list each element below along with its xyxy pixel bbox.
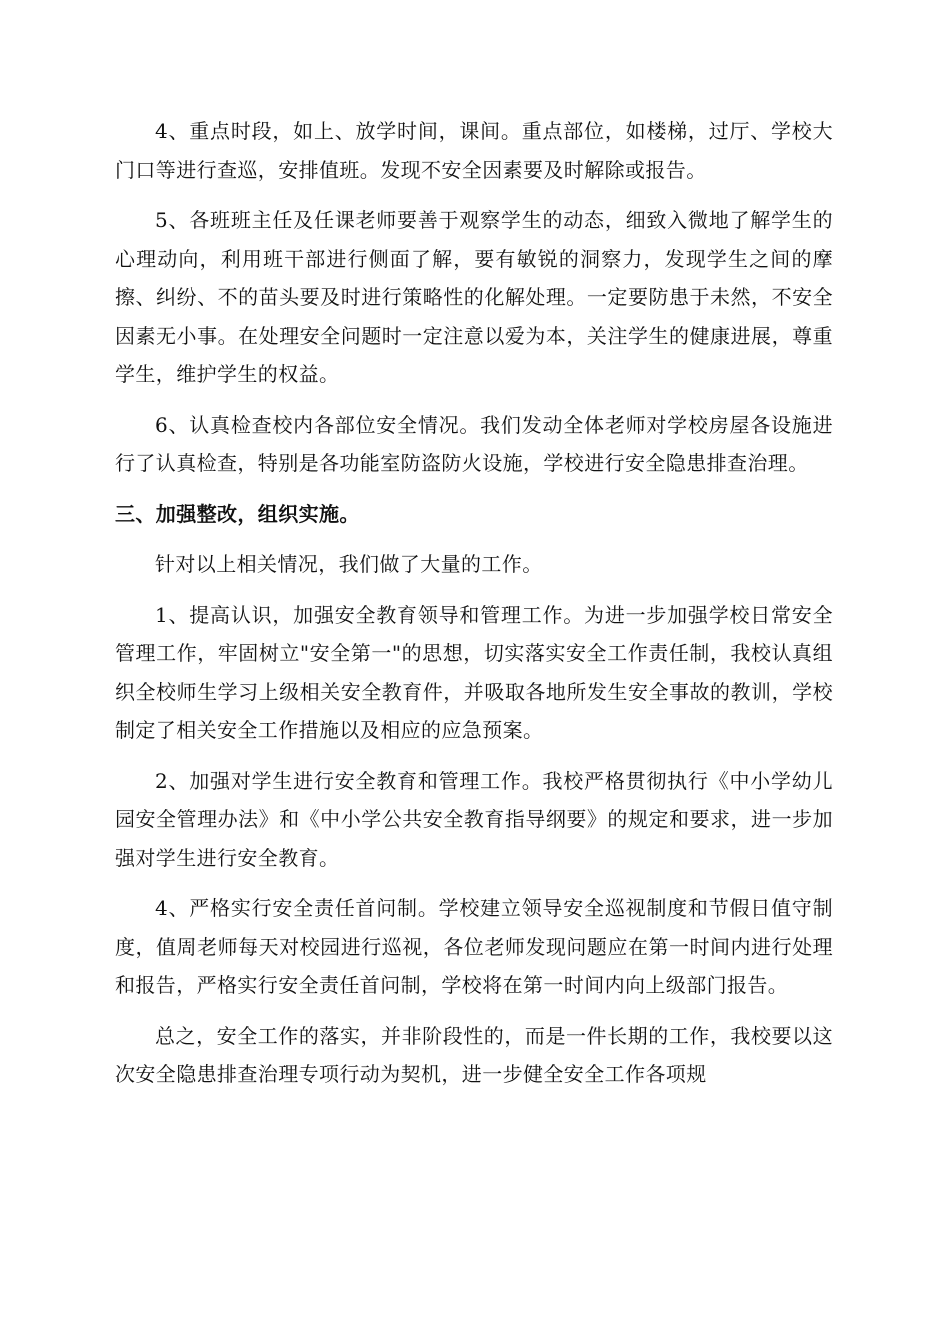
paragraph-item-4-responsibility: 4、严格实行安全责任首问制。学校建立领导安全巡视制度和节假日值守制度，值周老师每天对校园进行巡视，各位老师发现问题应在第一时间内进行处理和报告，严格实行安全责任首问制，学校将在第一时间内向上级部门报告。 <box>115 896 833 997</box>
paragraph-intro: 针对以上相关情况，我们做了大量的工作。 <box>155 552 543 576</box>
document-body <box>115 112 833 1106</box>
paragraph-item-2-education: 2、加强对学生进行安全教育和管理工作。我校严格贯彻执行《中小学幼儿园安全管理办法》和《中小学公共安全教育指导纲要》的规定和要求，进一步加强对学生进行安全教育。 <box>115 768 833 870</box>
paragraph-conclusion: 总之，安全工作的落实，并非阶段性的，而是一件长期的工作，我校要以这次安全隐患排查治理专项行动为契机，进一步健全安全工作各项规 <box>115 1023 833 1086</box>
paragraph-item-6-inspection: 6、认真检查校内各部位安全情况。我们发动全体老师对学校房屋各设施进行了认真检查，特别是各功能室防盗防火设施，学校进行安全隐患排查治理。 <box>115 412 833 475</box>
section-heading: 三、加强整改，组织实施。 <box>115 501 360 526</box>
paragraph-item-5-observe-students: 5、各班班主任及任课老师要善于观察学生的动态，细致入微地了解学生的心理动向，利用班干部进行侧面了解，要有敏锐的洞察力，发现学生之间的摩擦、纠纷、不的苗头要及时进行策略性的化解处理。一定要防患于未然，不安全因素无小事。在处理安全问题时一定注意以爱为本，关注学生的健康进展，尊重学生，维护学生的权益。 <box>115 208 833 386</box>
paragraph-item-1-awareness: 1、提高认识，加强安全教育领导和管理工作。为进一步加强学校日常安全管理工作，牢固树立"安全第一"的思想，切实落实安全工作责任制，我校认真组织全校师生学习上级相关安全教育件，并吸取各地所发生安全事故的教训，学校制定了相关安全工作措施以及相应的应急预案。 <box>115 602 833 742</box>
paragraph-item-4-patrol: 4、重点时段，如上、放学时间，课间。重点部位，如楼梯，过厅、学校大门口等进行查巡，安排值班。发现不安全因素要及时解除或报告。 <box>115 119 833 182</box>
